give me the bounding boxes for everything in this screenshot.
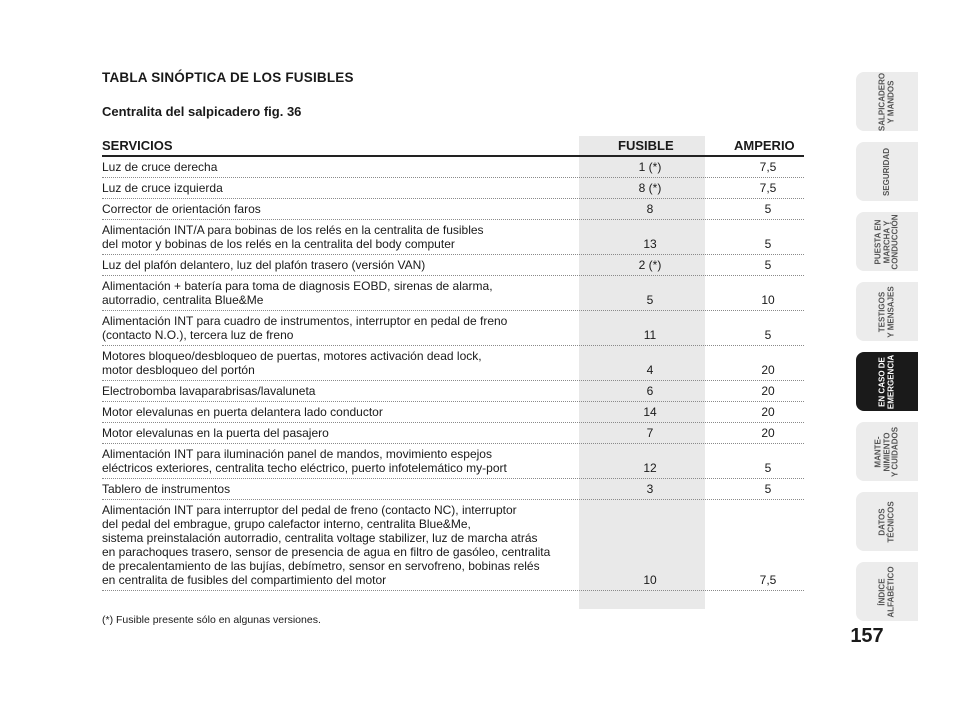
table-row [102,479,804,500]
table-row [102,444,804,479]
chapter-tab-label: SEGURIDAD [881,147,891,196]
chapter-tab[interactable] [856,212,918,271]
table-row [102,311,804,346]
chapter-tabs [856,72,918,632]
row-fusible: 4 [646,363,654,377]
row-servicio: Alimentación INT/A para bobinas de los relés en la centralita de fusibles del motor y bobinas de los relés en la centralita del body computer [102,223,484,251]
row-amperio: 20 [761,426,775,440]
row-fusible: 14 [643,405,657,419]
chapter-tab-label: TESTIGOS Y MENSAJES [877,285,895,338]
chapter-tab[interactable] [856,72,918,131]
chapter-tab-label: MANTE- NIMIENTO Y CUIDADOS [873,426,900,477]
row-amperio: 5 [764,237,772,251]
chapter-tab[interactable] [856,352,918,411]
chapter-tab-label: PUESTA EN MARCHA Y CONDUCCIÓN [873,213,900,270]
row-fusible: 11 [643,328,657,342]
row-servicio: Corrector de orientación faros [102,202,261,216]
row-fusible: 6 [646,384,654,398]
table-row [102,423,804,444]
page-title: TABLA SINÓPTICA DE LOS FUSIBLES [102,70,354,85]
table-row [102,500,804,591]
row-servicio: Electrobomba lavaparabrisas/lavaluneta [102,384,316,398]
chapter-tab-label: ÍNDICE ALFABÉTICO [877,565,895,618]
row-amperio: 5 [764,461,772,475]
row-servicio: Alimentación INT para cuadro de instrumentos, interruptor en pedal de freno (contacto N.O.), tercera luz de freno [102,314,508,342]
chapter-tab[interactable] [856,562,918,621]
row-fusible: 8 (*) [638,181,662,195]
row-amperio: 5 [764,258,772,272]
chapter-tab-label: SALPICADERO Y MANDOS [877,72,895,131]
section-subtitle: Centralita del salpicadero fig. 36 [102,104,302,119]
table-row [102,199,804,220]
row-servicio: Alimentación + batería para toma de diagnosis EOBD, sirenas de alarma, autorradio, centralita Blue&Me [102,279,493,307]
chapter-tab-label: EN CASO DE EMERGENCIA [877,354,895,409]
row-amperio: 20 [761,405,775,419]
table-row [102,157,804,178]
footnote: (*) Fusible presente sólo en algunas versiones. [102,614,321,626]
row-amperio: 5 [764,482,772,496]
row-amperio: 20 [761,384,775,398]
row-servicio: Alimentación INT para iluminación panel de mandos, movimiento espejos eléctricos exteriores, centralita techo eléctrico, puerto infotelemático my-port [102,447,507,475]
row-amperio: 20 [761,363,775,377]
table-row [102,381,804,402]
page-number: 157 [850,625,884,647]
row-fusible: 3 [646,482,654,496]
row-servicio: Tablero de instrumentos [102,482,231,496]
row-servicio: Motores bloqueo/desbloqueo de puertas, motores activación dead lock, motor desbloqueo del portón [102,349,482,377]
chapter-tab[interactable] [856,492,918,551]
table-row [102,178,804,199]
table-row [102,346,804,381]
row-servicio: Luz de cruce izquierda [102,181,223,195]
row-servicio: Luz de cruce derecha [102,160,218,174]
row-amperio: 7,5 [759,160,777,174]
row-amperio: 10 [761,293,775,307]
row-fusible: 7 [646,426,654,440]
chapter-tab[interactable] [856,282,918,341]
row-fusible: 8 [646,202,654,216]
row-fusible: 12 [643,461,657,475]
header-amperio: AMPERIO [734,138,795,153]
table-row [102,276,804,311]
row-amperio: 7,5 [759,181,777,195]
chapter-tab-label: DATOS TÉCNICOS [877,500,895,543]
row-fusible: 5 [646,293,654,307]
header-servicios: SERVICIOS [102,138,173,153]
row-servicio: Motor elevalunas en puerta delantera lado conductor [102,405,383,419]
row-servicio: Alimentación INT para interruptor del pedal de freno (contacto NC), interruptor del pedal del embrague, grupo calefactor interno, centralita Blue&Me, sistema preinstalación autorradio, centralita voltage stabilizer, luz de marcha atrás en parachoques trasero, sensor de presencia de agua en filtro de gasóleo, centralita de precalentamiento de las bujías, debímetro, sensor en servofreno, bobinas relés en centralita de fusibles del compartimiento del motor [102,503,551,587]
row-fusible: 1 (*) [638,160,662,174]
table-body [102,157,804,591]
table-header [102,136,804,157]
row-amperio: 5 [764,328,772,342]
table-row [102,255,804,276]
table-row [102,220,804,255]
row-servicio: Motor elevalunas en la puerta del pasajero [102,426,329,440]
row-amperio: 7,5 [759,573,777,587]
row-fusible: 2 (*) [638,258,662,272]
row-servicio: Luz del plafón delantero, luz del plafón trasero (versión VAN) [102,258,426,272]
row-fusible: 13 [643,237,657,251]
fuse-table [102,136,804,591]
table-row [102,402,804,423]
header-fusible: FUSIBLE [618,138,674,153]
chapter-tab[interactable] [856,422,918,481]
chapter-tab[interactable] [856,142,918,201]
row-fusible: 10 [643,573,657,587]
row-amperio: 5 [764,202,772,216]
